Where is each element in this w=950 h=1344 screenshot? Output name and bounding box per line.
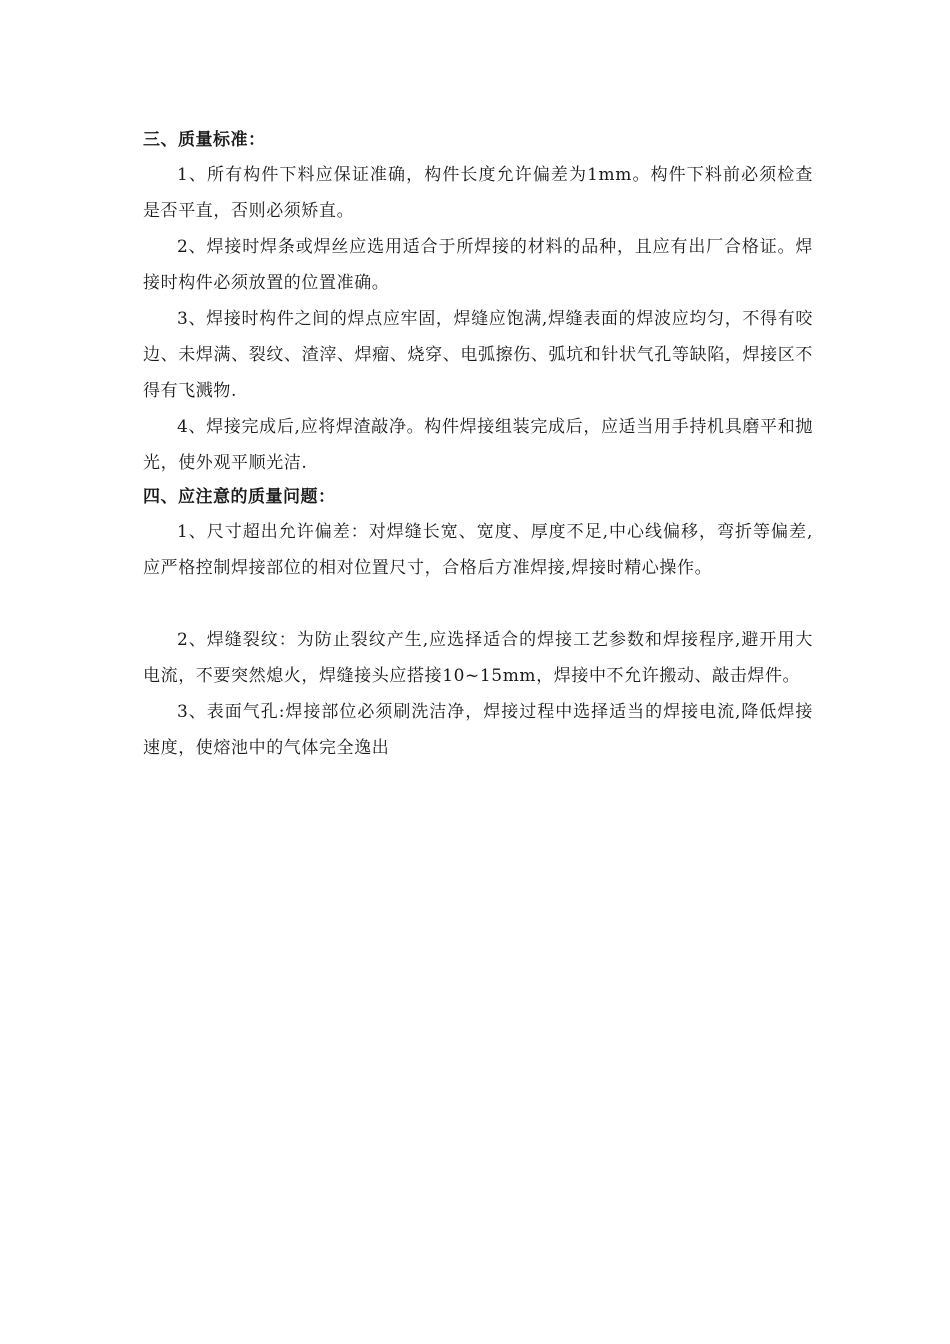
- section-heading-quality-standards: 三、质量标准：: [143, 130, 266, 150]
- quality-standard-item-2: 2、焊接时焊条或焊丝应选用适合于所焊接的材料的品种，且应有出厂合格证。焊接时构件必须放置的位置准确。: [143, 237, 813, 293]
- blank-line: [143, 586, 813, 622]
- section-heading-quality-issues: 四、应注意的质量问题：: [143, 487, 336, 507]
- quality-standard-item-3: 3、焊接时构件之间的焊点应牢固，焊缝应饱满,焊缝表面的焊波应均匀，不得有咬边、未焊满、裂纹、渣滓、焊瘤、烧穿、电弧擦伤、弧坑和针状气孔等缺陷，焊接区不得有飞溅物.: [143, 309, 813, 401]
- quality-standard-item-4: 4、焊接完成后,应将焊渣敲净。构件焊接组装完成后，应适当用手持机具磨平和抛光，使外观平顺光洁.: [143, 417, 813, 473]
- document-body: [143, 124, 813, 766]
- quality-standard-item-1: 1、所有构件下料应保证准确，构件长度允许偏差为1mm。构件下料前必须检查是否平直，否则必须矫直。: [143, 165, 813, 221]
- quality-issue-item-3: 3、表面气孔:焊接部位必须刷洗洁净，焊接过程中选择适当的焊接电流,降低焊接速度，使熔池中的气体完全逸出: [143, 702, 813, 758]
- quality-issue-item-2: 2、焊缝裂纹：为防止裂纹产生,应选择适合的焊接工艺参数和焊接程序,避开用大电流，不要突然熄火，焊缝接头应搭接10~15mm，焊接中不允许搬动、敲击焊件。: [143, 630, 813, 686]
- quality-issue-item-1: 1、尺寸超出允许偏差：对焊缝长宽、宽度、厚度不足,中心线偏移，弯折等偏差,应严格控制焊接部位的相对位置尺寸，合格后方准焊接,焊接时精心操作。: [143, 522, 813, 578]
